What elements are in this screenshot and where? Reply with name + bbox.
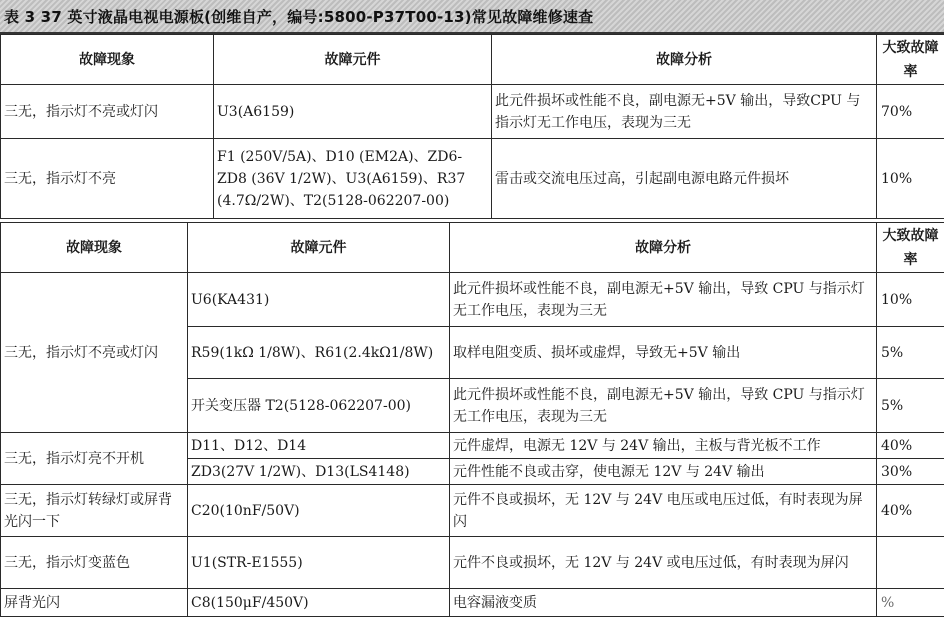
rate-cell: 10% [877, 139, 944, 219]
component-cell: D11、D12、D14 [188, 433, 450, 459]
component-cell: C20(10nF/50V) [188, 485, 450, 537]
component-cell: U3(A6159) [214, 85, 492, 139]
component-cell: U6(KA431) [188, 273, 450, 327]
analysis-cell: 元件虚焊，电源无 12V 与 24V 输出，主板与背光板不工作 [450, 433, 877, 459]
fault-table-2 [0, 222, 944, 617]
header-analysis: 故障分析 [450, 223, 877, 273]
rate-cell: 30% [877, 459, 944, 485]
analysis-cell: 此元件损坏或性能不良，副电源无+5V 输出，导致 CPU 与指示灯无工作电压，表现为三无 [450, 379, 877, 433]
symptom-cell: 三无，指示灯亮不开机 [1, 433, 188, 485]
symptom-cell: 三无，指示灯不亮或灯闪 [1, 85, 214, 139]
rate-cell: 40% [877, 433, 944, 459]
component-cell: R59(1kΩ 1/8W)、R61(2.4kΩ1/8W) [188, 327, 450, 379]
symptom-cell: 三无，指示灯转绿灯或屏背光闪一下 [1, 485, 188, 537]
header-analysis: 故障分析 [492, 35, 877, 85]
analysis-cell: 此元件损坏或性能不良，副电源无+5V 输出，导致CPU 与指示灯无工作电压，表现为三无 [492, 85, 877, 139]
table-row [1, 589, 944, 617]
component-cell: C8(150μF/450V) [188, 589, 450, 617]
rate-cell: 40% [877, 485, 944, 537]
rate-cell: 10% [877, 273, 944, 327]
table1-header-row [1, 35, 944, 85]
table-row [1, 273, 944, 327]
component-cell: ZD3(27V 1/2W)、D13(LS4148) [188, 459, 450, 485]
rate-cell: 5% [877, 379, 944, 433]
component-cell: 开关变压器 T2(5128-062207-00) [188, 379, 450, 433]
table-row [1, 85, 944, 139]
symptom-cell: 三无，指示灯不亮 [1, 139, 214, 219]
component-cell: U1(STR-E1555) [188, 537, 450, 589]
component-cell: F1 (250V/5A)、D10 (EM2A)、ZD6-ZD8 (36V 1/2W)、U3(A6159)、R37 (4.7Ω/2W)、T2(5128-062207-00) [214, 139, 492, 219]
analysis-cell: 此元件损坏或性能不良，副电源无+5V 输出，导致 CPU 与指示灯无工作电压，表现为三无 [450, 273, 877, 327]
rate-cell: % [877, 589, 944, 617]
table-caption: 表 3 37 英寸液晶电视电源板(创维自产，编号:5800-P37T00-13)常见故障维修速查 [4, 8, 594, 26]
caption-bar [0, 0, 944, 34]
fault-table-1 [0, 34, 944, 219]
header-symptom: 故障现象 [1, 223, 188, 273]
symptom-cell: 屏背光闪 [1, 589, 188, 617]
table-row [1, 485, 944, 537]
header-component: 故障元件 [188, 223, 450, 273]
header-rate: 大致故障率 [877, 223, 944, 273]
header-symptom: 故障现象 [1, 35, 214, 85]
table-row [1, 433, 944, 459]
analysis-cell: 雷击或交流电压过高，引起副电源电路元件损坏 [492, 139, 877, 219]
header-rate: 大致故障率 [877, 35, 944, 85]
rate-cell: 70% [877, 85, 944, 139]
symptom-cell: 三无，指示灯变蓝色 [1, 537, 188, 589]
header-component: 故障元件 [214, 35, 492, 85]
analysis-cell: 电容漏液变质 [450, 589, 877, 617]
analysis-cell: 元件不良或损坏，无 12V 与 24V 电压或电压过低，有时表现为屏闪 [450, 485, 877, 537]
symptom-cell: 三无，指示灯不亮或灯闪 [1, 273, 188, 433]
table-row [1, 537, 944, 589]
analysis-cell: 元件不良或损坏，无 12V 与 24V 或电压过低，有时表现为屏闪 [450, 537, 877, 589]
analysis-cell: 元件性能不良或击穿，使电源无 12V 与 24V 输出 [450, 459, 877, 485]
rate-cell: 5% [877, 327, 944, 379]
analysis-cell: 取样电阻变质、损坏或虚焊，导致无+5V 输出 [450, 327, 877, 379]
table2-header-row [1, 223, 944, 273]
rate-cell [877, 537, 944, 589]
table-row [1, 139, 944, 219]
